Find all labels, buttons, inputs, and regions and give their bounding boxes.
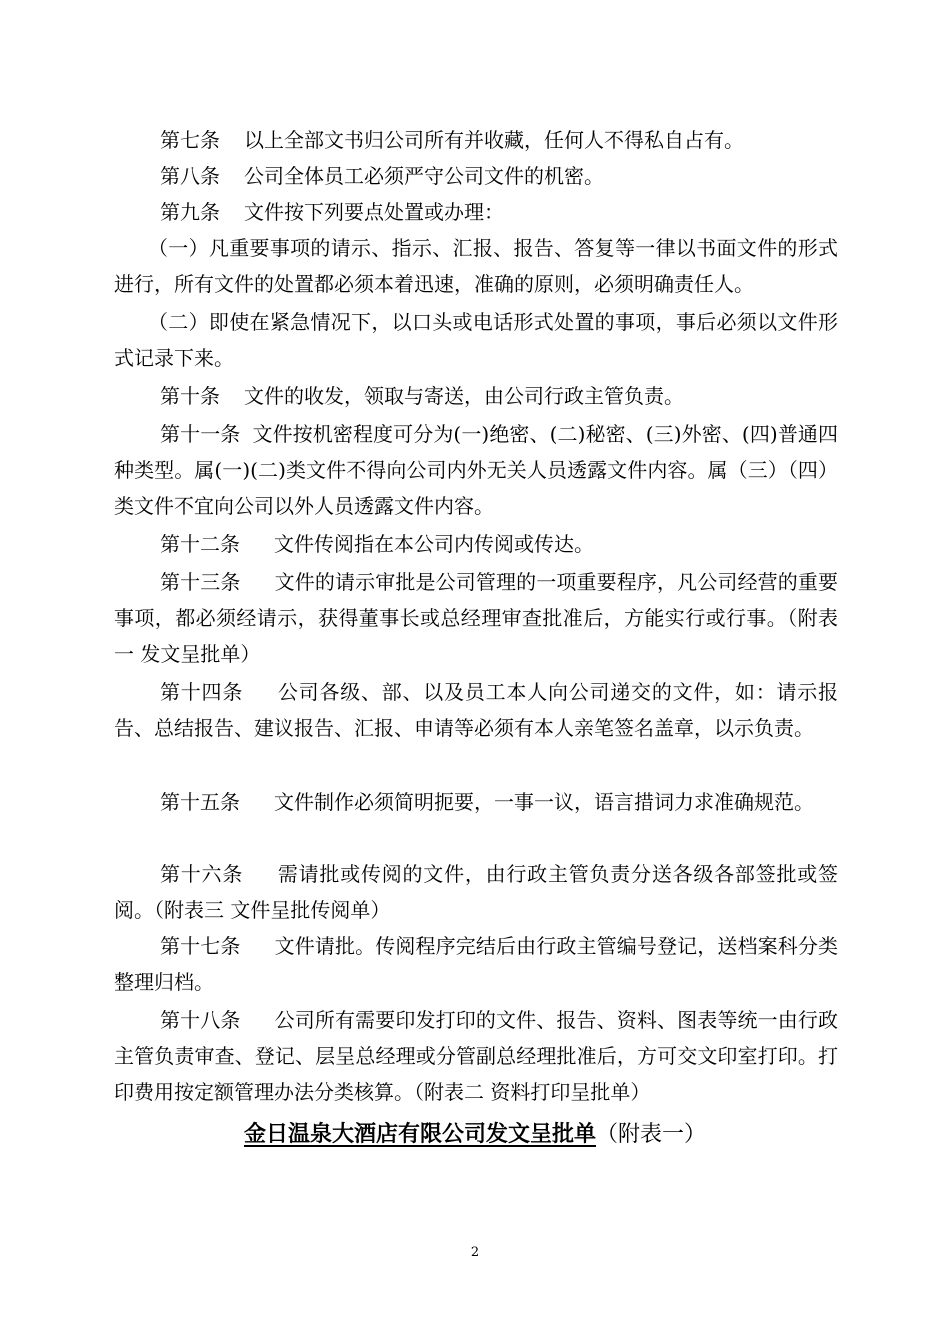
article-12	[114, 526, 838, 562]
article-13	[114, 564, 838, 672]
article-15	[114, 784, 838, 820]
clause-2	[114, 304, 838, 376]
article-18	[114, 1002, 838, 1110]
article-label: 第八条	[160, 164, 220, 188]
article-text: 文件传阅指在本公司内传阅或传达。	[274, 532, 594, 556]
article-10	[114, 378, 838, 414]
article-text: 文件按机密程度可分为(一)绝密、(二)秘密、(三)外密、(四)普通四种类型。属(一)(二)类文件不得向公司内外无关人员透露文件内容。属（三）（四）类文件不宜向公司以外人员透露文件内容。	[114, 422, 839, 518]
form-title-suffix: （附表一）	[596, 1122, 707, 1147]
article-label: 第十一条	[160, 422, 241, 446]
article-16	[114, 856, 838, 928]
article-7	[114, 122, 838, 158]
page-number: 2	[470, 1245, 480, 1260]
article-label: 第十五条	[160, 790, 240, 814]
article-text: 文件的收发，领取与寄送，由公司行政主管负责。	[244, 384, 684, 408]
article-label: 第九条	[160, 200, 220, 224]
article-text: 文件请批。传阅程序完结后由行政主管编号登记，送档案科分类整理归档。	[114, 934, 838, 994]
form-title-main: 金日温泉大酒店有限公司发文呈批单	[243, 1121, 596, 1147]
article-text: 文件制作必须简明扼要，一事一议，语言措词力求准确规范。	[274, 790, 814, 814]
article-label: 第十八条	[160, 1008, 241, 1032]
article-text: 公司各级、部、以及员工本人向公司递交的文件，如：请示报告、总结报告、建议报告、汇报、申请等必须有本人亲笔签名盖章，以示负责。	[114, 680, 839, 740]
article-text: 公司全体员工必须严守公司文件的机密。	[244, 164, 604, 188]
article-text: 公司所有需要印发打印的文件、报告、资料、图表等统一由行政主管负责审查、登记、层呈总经理或分管副总经理批准后，方可交文印室打印。打印费用按定额管理办法分类核算。（附表二 资料打印呈批单）	[114, 1008, 838, 1104]
article-text: 需请批或传阅的文件，由行政主管负责分送各级各部签批或签阅。（附表三 文件呈批传阅单）	[114, 862, 839, 922]
clause-text: （二）即使在紧急情况下，以口头或电话形式处置的事项，事后必须以文件形式记录下来。	[114, 310, 838, 370]
article-label: 第十四条	[160, 680, 244, 704]
article-label: 第十二条	[160, 532, 240, 556]
article-17	[114, 928, 838, 1000]
form-title	[0, 1114, 950, 1155]
article-14	[114, 674, 838, 746]
article-label: 第七条	[160, 128, 220, 152]
article-text: 以上全部文书归公司所有并收藏，任何人不得私自占有。	[244, 128, 744, 152]
article-text: 文件的请示审批是公司管理的一项重要程序，凡公司经营的重要事项，都必须经请示，获得董事长或总经理审查批准后，方能实行或行事。（附表一 发文呈批单）	[114, 570, 838, 666]
article-text: 文件按下列要点处置或办理：	[244, 200, 504, 224]
article-8	[114, 158, 838, 194]
clause-text: （一）凡重要事项的请示、指示、汇报、报告、答复等一律以书面文件的形式进行，所有文件的处置都必须本着迅速，准确的原则，必须明确责任人。	[114, 236, 838, 296]
article-11	[114, 416, 838, 524]
article-label: 第十六条	[160, 862, 244, 886]
clause-1	[114, 230, 838, 302]
article-label: 第十七条	[160, 934, 241, 958]
article-label: 第十三条	[160, 570, 241, 594]
article-label: 第十条	[160, 384, 220, 408]
article-9	[114, 194, 838, 230]
